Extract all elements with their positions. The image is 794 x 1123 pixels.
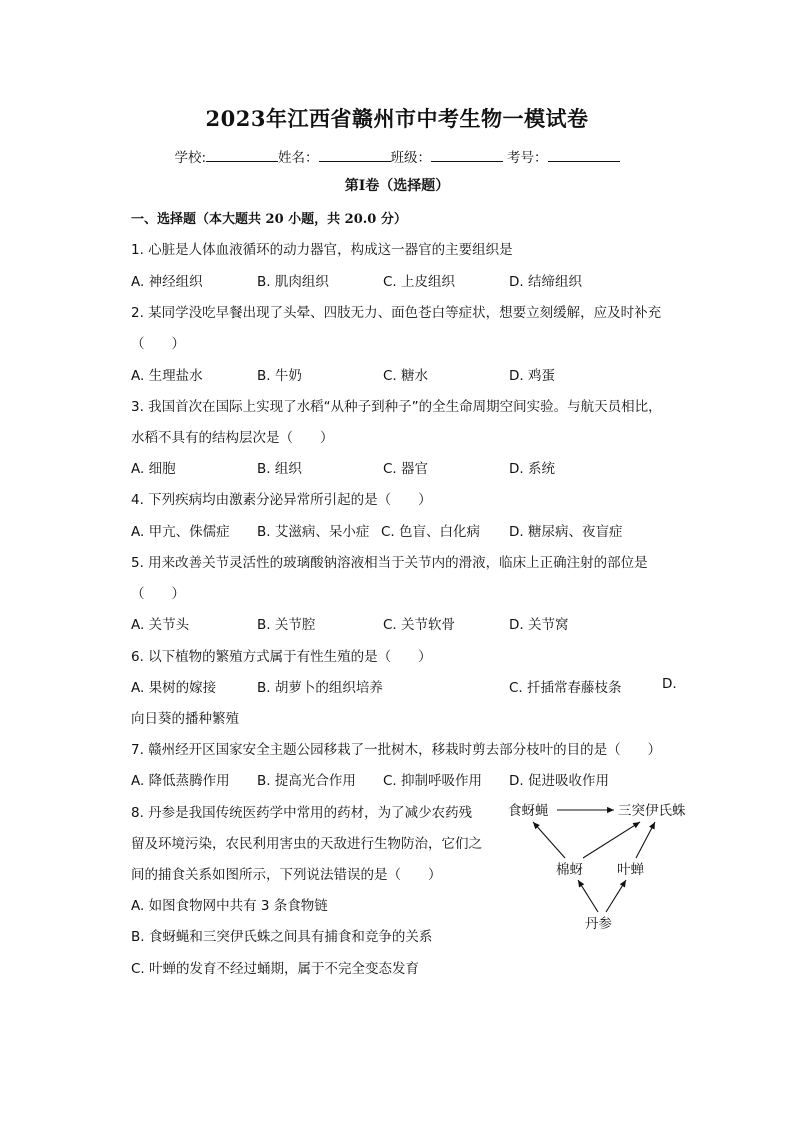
question-2-option-d: D. 鸡蛋 xyxy=(509,368,555,384)
question-4-option-d: D. 糖尿病、夜盲症 xyxy=(509,524,623,540)
question-3-option-d: D. 系统 xyxy=(509,461,555,477)
question-7-option-a: A. 降低蒸腾作用 xyxy=(131,773,230,789)
arrow-danshen-to-aphid xyxy=(578,880,598,912)
question-2-option-b: B. 牛奶 xyxy=(257,368,302,384)
question-8-stem-line-2: 留及环境污染，农民利用害虫的天敌进行生物防治，它们之 xyxy=(131,836,482,852)
question-4-stem: 4. 下列疾病均由激素分泌异常所引起的是（ ） xyxy=(131,492,432,508)
question-1-option-c: C. 上皮组织 xyxy=(383,274,456,290)
question-5-option-b: B. 关节腔 xyxy=(257,617,316,633)
question-7-option-d: D. 促进吸收作用 xyxy=(509,773,609,789)
question-1-option-d: D. 结缔组织 xyxy=(509,274,582,290)
question-2-stem-line-2: （ ） xyxy=(131,336,185,352)
question-2-option-a: A. 生理盐水 xyxy=(131,368,203,384)
question-6-option-c: C. 扦插常春藤枝条 xyxy=(509,680,622,696)
question-4-option-c: C. 色盲、白化病 xyxy=(381,524,481,540)
question-2-option-c: C. 糖水 xyxy=(383,368,429,384)
question-4-option-b: B. 艾滋病、呆小症 xyxy=(257,524,370,540)
food-web-node-spider: 三突伊氏蛛 xyxy=(618,803,686,819)
question-6-option-d-letter: D. xyxy=(662,676,677,692)
name-label: 姓名： xyxy=(278,150,319,166)
question-1-option-a: A. 神经组织 xyxy=(131,274,203,290)
question-1-option-b: B. 肌肉组织 xyxy=(257,274,329,290)
volume-title: 第I卷（选择题） xyxy=(344,178,450,194)
question-8-option-c: C. 叶蝉的发育不经过蛹期，属于不完全变态发育 xyxy=(131,961,420,977)
school-label: 学校: xyxy=(174,150,207,166)
question-8-stem-line-3: 间的捕食关系如图所示，下列说法错误的是（ ） xyxy=(131,867,442,883)
question-3-stem-line-1: 3. 我国首次在国际上实现了水稻“从种子到种子”的全生命周期空间实验。与航天员相比， xyxy=(131,399,662,415)
food-web-node-danshen: 丹参 xyxy=(585,916,612,932)
student-info-line xyxy=(0,146,794,166)
question-6-option-d-text: 向日葵的播种繁殖 xyxy=(131,711,239,727)
food-web-node-aphid: 棉蚜 xyxy=(556,862,583,878)
question-3-option-c: C. 器官 xyxy=(383,461,429,477)
question-7-option-c: C. 抑制呼吸作用 xyxy=(383,773,483,789)
question-8-option-b: B. 食蚜蝇和三突伊氏蛛之间具有捕食和竞争的关系 xyxy=(131,929,433,945)
food-web-node-leafhopper: 叶蝉 xyxy=(617,862,644,878)
question-7-option-b: B. 提高光合作用 xyxy=(257,773,356,789)
question-8-stem-line-1: 8. 丹参是我国传统医药学中常用的药材，为了减少农药残 xyxy=(131,805,473,821)
food-web-node-hoverfly: 食蚜蝇 xyxy=(508,803,549,819)
question-3-option-b: B. 组织 xyxy=(257,461,302,477)
question-6-stem: 6. 以下植物的繁殖方式属于有性生殖的是（ ） xyxy=(131,649,432,665)
question-6-option-b: B. 胡萝卜的组织培养 xyxy=(257,680,383,696)
question-7-stem: 7. 赣州经开区国家安全主题公园移栽了一批树木，移栽时剪去部分枝叶的目的是（ ） xyxy=(131,742,662,758)
question-3-option-a: A. 细胞 xyxy=(131,461,176,477)
food-web-diagram xyxy=(500,795,700,940)
class-blank xyxy=(431,148,503,162)
arrow-aphid-to-hoverfly xyxy=(533,822,565,858)
name-blank xyxy=(319,148,391,162)
class-label: 班级： xyxy=(390,150,432,166)
question-2-stem-line-1: 2. 某同学没吃早餐出现了头晕、四肢无力、面色苍白等症状，想要立刻缓解，应及时补充 xyxy=(131,305,662,321)
question-5-option-c: C. 关节软骨 xyxy=(383,617,456,633)
exam-no-label: 考号： xyxy=(507,150,548,166)
question-8-option-a: A. 如图食物网中共有 3 条食物链 xyxy=(131,898,328,914)
school-blank xyxy=(206,148,278,162)
question-4-option-a: A. 甲亢、侏儒症 xyxy=(131,524,230,540)
question-6-option-a: A. 果树的嫁接 xyxy=(131,680,217,696)
page-title: 2023年江西省赣州市中考生物一模试卷 xyxy=(205,106,589,131)
exam-no-blank xyxy=(548,148,620,162)
question-5-stem-line-1: 5. 用来改善关节灵活性的玻璃酸钠溶液相当于关节内的滑液，临床上正确注射的部位是 xyxy=(131,555,648,571)
question-3-stem-line-2: 水稻不具有的结构层次是（ ） xyxy=(131,430,334,446)
question-1-stem: 1. 心脏是人体血液循环的动力器官，构成这一器官的主要组织是 xyxy=(131,242,513,258)
question-5-option-a: A. 关节头 xyxy=(131,617,190,633)
question-5-option-d: D. 关节窝 xyxy=(509,617,569,633)
section-title: 一、选择题（本大题共 20 小题，共 20.0 分） xyxy=(131,212,407,227)
arrow-aphid-to-spider xyxy=(583,822,640,858)
arrow-leafhopper-to-spider xyxy=(636,822,655,858)
arrow-danshen-to-leafhopper xyxy=(606,880,626,912)
question-5-stem-line-2: （ ） xyxy=(131,586,185,602)
